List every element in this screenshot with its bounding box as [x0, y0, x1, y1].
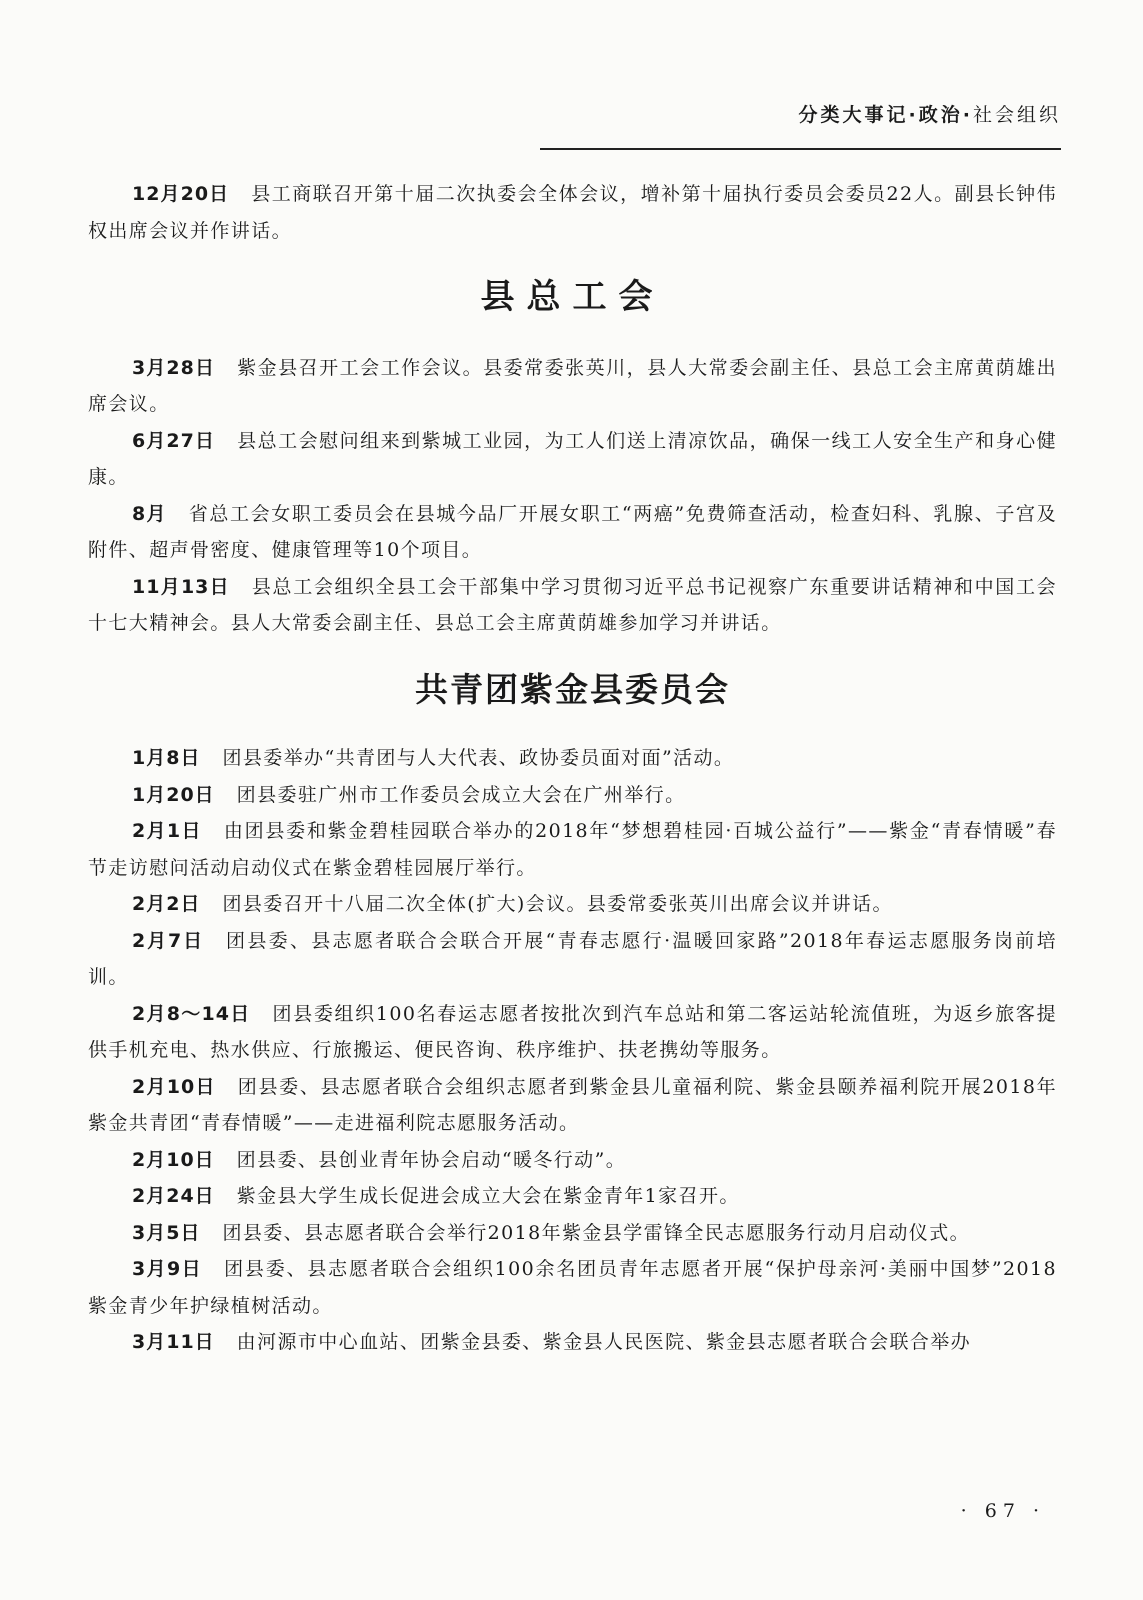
running-header	[480, 100, 1061, 127]
entry-text: 团县委召开十八届二次全体(扩大)会议。县委常委张英川出席会议并讲话。	[222, 893, 893, 915]
entry-date: 11月13日	[132, 575, 230, 598]
entry-date: 3月11日	[132, 1331, 215, 1353]
chronicle-entry	[88, 176, 1057, 249]
chronicle-entry	[88, 886, 1057, 923]
chronicle-entry	[88, 1324, 1057, 1361]
entry-date: 3月28日	[132, 356, 216, 379]
chronicle-entry	[88, 777, 1057, 814]
entry-date: 3月5日	[132, 1221, 201, 1244]
chronicle-entry	[88, 423, 1057, 496]
entry-date: 2月10日	[132, 1075, 216, 1098]
entry-date: 2月2日	[132, 893, 201, 915]
chronicle-entry	[88, 496, 1057, 569]
header-subcategory: 社会组织	[972, 104, 1061, 126]
chronicle-entry	[88, 569, 1057, 642]
entry-text: 团县委驻广州市工作委员会成立大会在广州举行。	[236, 783, 686, 806]
chronicle-entry	[88, 1069, 1057, 1142]
entry-text: 团县委举办“共青团与人大代表、政协委员面对面”活动。	[222, 747, 735, 769]
entry-date: 12月20日	[132, 183, 230, 205]
entry-date: 2月24日	[132, 1185, 215, 1207]
entry-text: 紫金县召开工会工作会议。县委常委张英川，县人大常委会副主任、县总工会主席黄荫雄出席会议。	[88, 356, 1057, 415]
entry-text: 团县委、县创业青年协会启动“暖冬行动”。	[236, 1148, 627, 1171]
section-entries	[88, 740, 1057, 1361]
page-number: · 67 ·	[960, 1500, 1045, 1522]
entry-date: 1月20日	[132, 783, 215, 806]
page-body	[88, 176, 1057, 1361]
chronicle-entry	[88, 740, 1057, 777]
entry-date: 3月9日	[132, 1258, 203, 1280]
entry-date: 2月1日	[132, 820, 202, 842]
entry-text: 县总工会组织全县工会干部集中学习贯彻习近平总书记视察广东重要讲话精神和中国工会十七大精神会。县人大常委会副主任、县总工会主席黄荫雄参加学习并讲话。	[88, 575, 1057, 634]
entry-text: 团县委、县志愿者联合会组织志愿者到紫金县儿童福利院、紫金县颐养福利院开展2018年紫金共青团“青春情暖”——走进福利院志愿服务活动。	[88, 1075, 1057, 1134]
section-title: 县总工会	[480, 277, 665, 317]
entry-date: 2月10日	[132, 1148, 215, 1171]
chronicle-entry	[88, 1142, 1057, 1179]
entry-date: 6月27日	[132, 429, 216, 452]
entry-text: 团县委、县志愿者联合会联合开展“青春志愿行·温暖回家路”2018年春运志愿服务岗前培训。	[88, 929, 1057, 988]
entry-text: 省总工会女职工委员会在县城今品厂开展女职工“两癌”免费筛查活动，检查妇科、乳腺、子宫及附件、超声骨密度、健康管理等10个项目。	[88, 502, 1057, 561]
intro-entries	[88, 176, 1057, 249]
chronicle-entry	[88, 350, 1057, 423]
entry-text: 由团县委和紫金碧桂园联合举办的2018年“梦想碧桂园·百城公益行”——紫金“青春情暖”春节走访慰问活动启动仪式在紫金碧桂园展厅举行。	[88, 820, 1057, 879]
chronicle-entry	[88, 1178, 1057, 1215]
entry-date: 8月	[132, 502, 167, 525]
entry-text: 由河源市中心血站、团紫金县委、紫金县人民医院、紫金县志愿者联合会联合举办	[236, 1331, 972, 1353]
chronicle-entry	[88, 813, 1057, 886]
entry-date: 2月8～14日	[132, 1002, 251, 1025]
header-category: 分类大事记·政治·	[798, 104, 973, 126]
entry-date: 1月8日	[132, 747, 201, 769]
entry-date: 2月7日	[132, 929, 205, 952]
section-title: 共青团紫金县委员会	[415, 669, 730, 709]
chronicle-entry	[88, 923, 1057, 996]
chronicle-entry	[88, 996, 1057, 1069]
entry-text: 团县委、县志愿者联合会举行2018年紫金县学雷锋全民志愿服务行动月启动仪式。	[222, 1221, 971, 1244]
chronicle-entry	[88, 1251, 1057, 1324]
entry-text: 县工商联召开第十届二次执委会全体会议，增补第十届执行委员会委员22人。副县长钟伟权出席会议并作讲话。	[88, 183, 1057, 242]
chronicle-entry	[88, 1215, 1057, 1252]
entry-text: 团县委、县志愿者联合会组织100余名团员青年志愿者开展“保护母亲河·美丽中国梦”2018紫金青少年护绿植树活动。	[88, 1258, 1057, 1317]
entry-text: 团县委组织100名春运志愿者按批次到汽车总站和第二客运站轮流值班，为返乡旅客提供手机充电、热水供应、行旅搬运、便民咨询、秩序维护、扶老携幼等服务。	[88, 1002, 1057, 1061]
section-entries	[88, 350, 1057, 642]
entry-text: 县总工会慰问组来到紫城工业园，为工人们送上清凉饮品，确保一线工人安全生产和身心健康。	[88, 429, 1057, 488]
entry-text: 紫金县大学生成长促进会成立大会在紫金青年1家召开。	[236, 1185, 740, 1207]
header-rule	[540, 148, 1061, 150]
